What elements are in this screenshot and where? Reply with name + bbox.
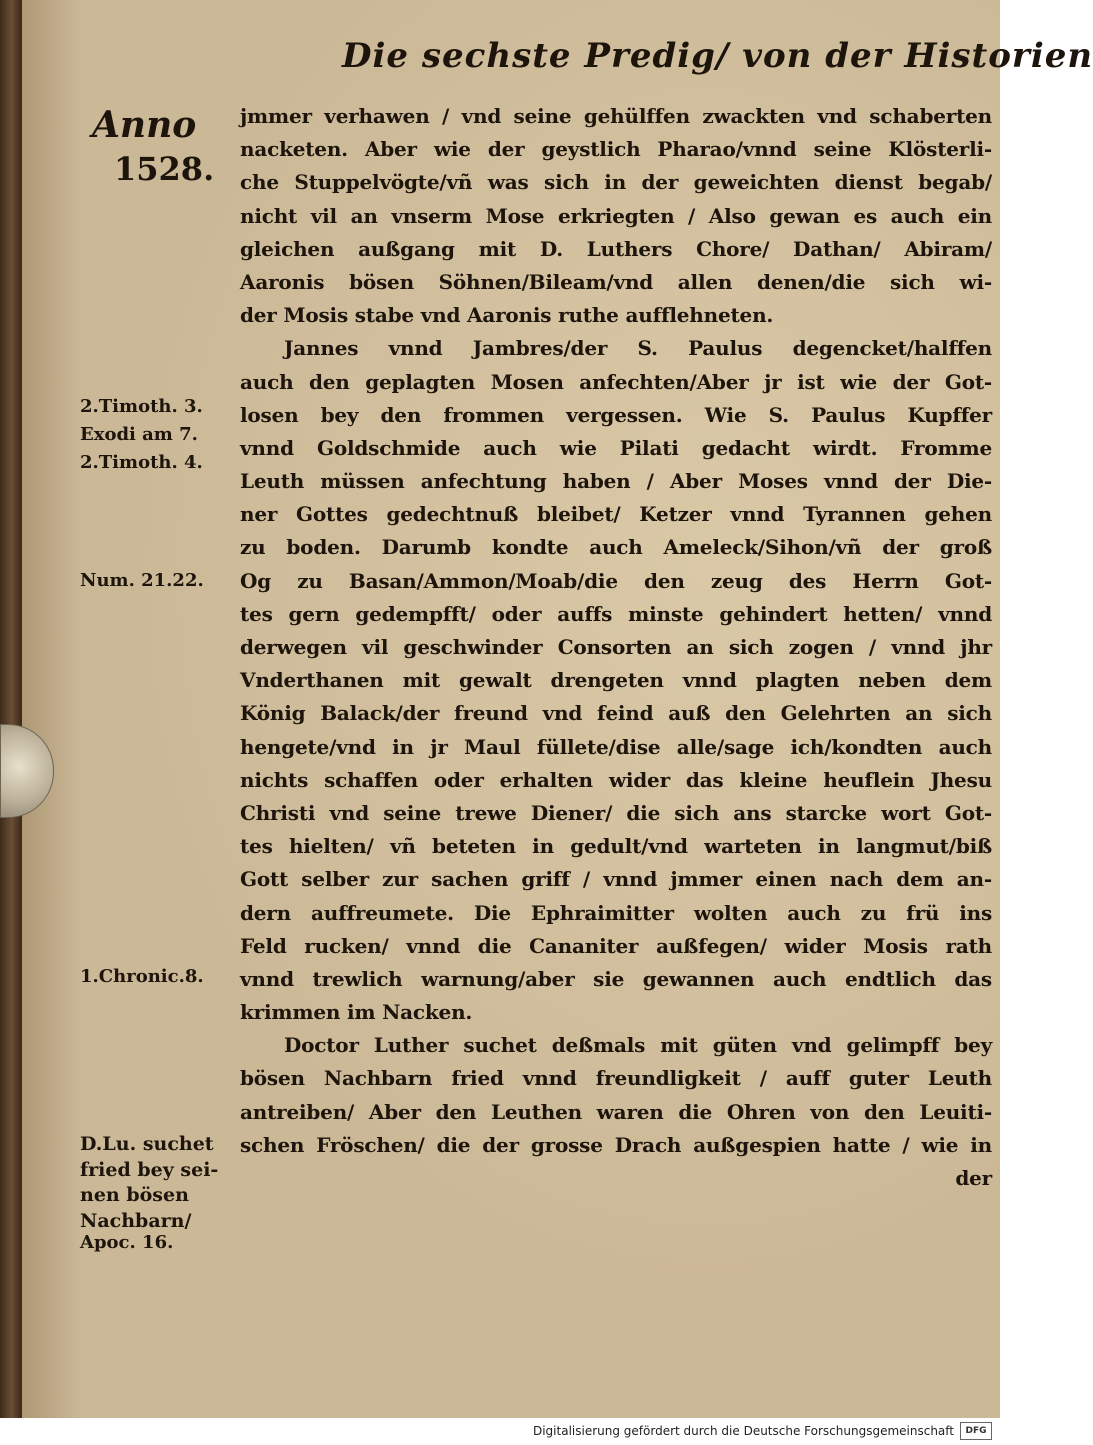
text-line: bösen Nachbarn fried vnnd freundligkeit / auff guter Leuth [240, 1066, 992, 1091]
year-marginal [92, 102, 214, 190]
text-line: zu boden. Darumb kondte auch Ameleck/Sihon/vñ der groß [240, 535, 992, 560]
funding-credit: Digitalisierung gefördert durch die Deutsche Forschungsgemeinschaft [532, 1424, 954, 1438]
text-line: Jannes vnnd Jambres/der S. Paulus degencket/halffen [284, 336, 992, 361]
catchword: der [955, 1166, 992, 1190]
text-line: hengete/vnd in jr Maul füllete/dise alle/sage ich/kondten auch [240, 734, 992, 759]
marginal-note-timoth4: 2.Timoth. 4. [80, 452, 203, 473]
text-line: vnnd trewlich warnung/aber sie gewannen auch endtlich das [240, 966, 992, 991]
text-line: vnnd Goldschmide auch wie Pilati gedacht wirdt. Fromme [240, 435, 992, 460]
text-line: schen Fröschen/ die der grosse Drach außgespien hatte / wie in [240, 1132, 992, 1157]
text-line: krimmen im Nacken. [240, 1000, 473, 1025]
text-line: che Stuppelvögte/vñ was sich in der geweichten dienst begab/ [240, 170, 992, 195]
text-line: Leuth müssen anfechtung haben / Aber Moses vnnd der Die- [240, 469, 992, 494]
marginal-note-chronic: 1.Chronic.8. [80, 966, 204, 987]
marginal-note-timoth3: 2.Timoth. 3. [80, 396, 203, 417]
text-line: nichts schaffen oder erhalten wider das kleine heuflein Jhesu [240, 767, 992, 792]
text-line: auch den geplagten Mosen anfechten/Aber jr ist wie der Got- [240, 369, 992, 394]
text-line: Vnderthanen mit gewalt drengeten vnnd plagten neben dem [240, 668, 992, 693]
text-line: Christi vnd seine trewe Diener/ die sich ans starcke wort Got- [240, 800, 992, 825]
text-line: Doctor Luther suchet deßmals mit güten vnd gelimpff bey [284, 1033, 992, 1058]
text-line: antreiben/ Aber den Leuthen waren die Ohren von den Leuiti- [240, 1099, 992, 1124]
text-line: Aaronis bösen Söhnen/Bileam/vnd allen denen/die sich wi- [240, 269, 992, 294]
text-line: tes hielten/ vñ beteten in gedult/vnd warteten in langmut/biß [240, 834, 992, 859]
book-page [22, 0, 1093, 1418]
text-line: Og zu Basan/Ammon/Moab/die den zeug des Herrn Got- [240, 568, 992, 593]
text-line: nicht vil an vnserm Mose erkriegten / Also gewan es auch ein [240, 203, 992, 228]
year-value: 1528. [114, 149, 215, 188]
running-header: Die sechste Predig/ von der Historien [342, 36, 1093, 76]
text-line: gleichen außgang mit D. Luthers Chore/ Dathan/ Abiram/ [240, 236, 992, 261]
text-line: derwegen vil geschwinder Consorten an sich zogen / vnnd jhr [240, 635, 992, 659]
marginal-note-num: Num. 21.22. [80, 570, 204, 591]
text-line: nacketen. Aber wie der geystlich Pharao/vnnd seine Klösterli- [240, 137, 992, 162]
text-line: dern auffreumete. Die Ephraimitter wolten auch zu frü ins [240, 900, 992, 925]
marginal-note-exodi: Exodi am 7. [80, 424, 198, 445]
text-line: König Balack/der freund vnd feind auß den Gelehrten an sich [240, 701, 992, 726]
text-line: jmmer verhawen / vnd seine gehülffen zwackten vnd schaberten [240, 104, 992, 128]
text-line: der Mosis stabe vnd Aaronis ruthe aufflehneten. [240, 303, 774, 328]
dfg-logo-icon: DFG [960, 1422, 992, 1440]
digitization-footer [0, 1418, 1000, 1445]
text-line: Feld rucken/ vnnd die Cananiter außfegen/ wider Mosis rath [240, 933, 992, 958]
body-text [240, 100, 992, 1195]
text-line: ner Gottes gedechtnuß bleibet/ Ketzer vnnd Tyrannen gehen [240, 502, 992, 527]
text-line: losen bey den frommen vergessen. Wie S. Paulus Kupffer [240, 402, 992, 427]
anno-label: Anno [92, 104, 197, 146]
text-line: Gott selber zur sachen griff / vnnd jmmer einen nach dem an- [240, 867, 992, 892]
marginal-note-luther: D.Lu. suchet fried bey sei- nen bösen Nachbarn/ [80, 1133, 219, 1232]
text-line: tes gern gedempfft/ oder auffs minste gehindert hetten/ vnnd [240, 601, 992, 626]
marginal-note-apoc: Apoc. 16. [80, 1232, 174, 1253]
